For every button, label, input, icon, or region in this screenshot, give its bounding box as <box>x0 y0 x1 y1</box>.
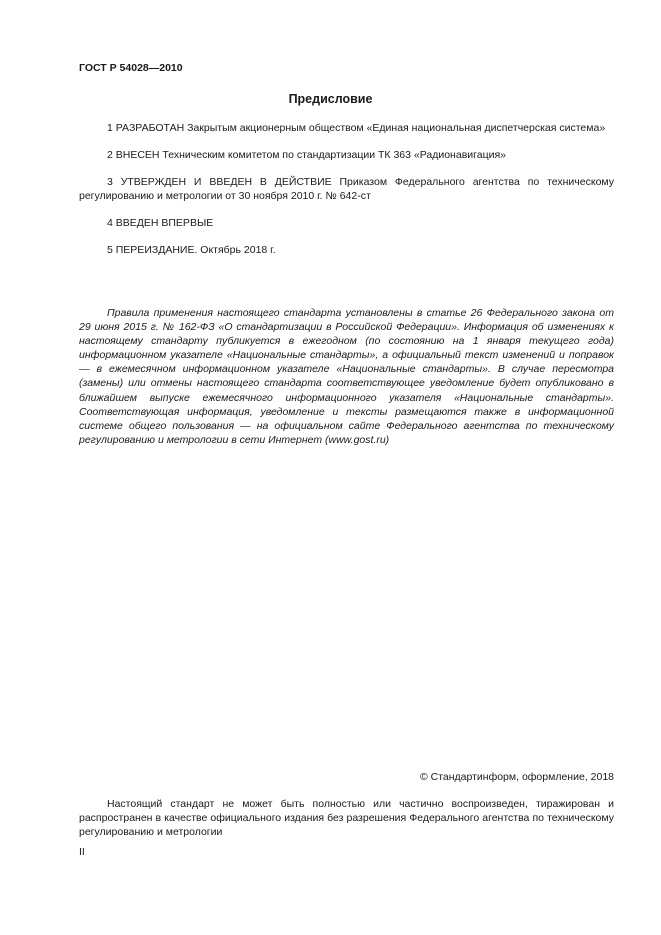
foreword-items <box>79 121 614 270</box>
foreword-item-2: 2 ВНЕСЕН Техническим комитетом по стандартизации ТК 363 «Радионавигация» <box>107 149 506 161</box>
foreword-item-3: 3 УТВЕРЖДЕН И ВВЕДЕН В ДЕЙСТВИЕ Приказом Федерального агентства по техническому регулированию и метрологии от 30 ноября 2010 г. № 642-ст <box>79 176 614 202</box>
copyright-line: © Стандартинформ, оформление, 2018 <box>419 771 614 783</box>
foreword-item-1: 1 РАЗРАБОТАН Закрытым акционерным обществом «Единая национальная диспетчерская система» <box>107 122 606 134</box>
document-id: ГОСТ Р 54028—2010 <box>79 62 183 74</box>
reproduction-notice: Настоящий стандарт не может быть полностью или частично воспроизведен, тиражирован и распространен в качестве официального издания без разрешения Федерального агентства по техническому регулированию и метрологии <box>79 798 614 839</box>
page-title: Предисловие <box>288 92 373 106</box>
foreword-item-4: 4 ВВЕДЕН ВПЕРВЫЕ <box>107 217 214 229</box>
page-number: II <box>79 846 85 858</box>
application-rules-note: Правила применения настоящего стандарта установлены в статье 26 Федерального закона от 29 июня 2015 г. № 162-ФЗ «О стандартизации в Российской Федерации». Информация об изменениях к настоящему стандарту публикуется в ежегодном (по состоянию на 1 января текущего года) информационном указателе «Национальные стандарты», а официальный текст изменений и поправок — в ежемесячном информационном указателе «Национальные стандарты». В случае пересмотра (замены) или отмены настоящего стандарта соответствующее уведомление будет опубликовано в ближайшем выпуске ежемесячного информационного указателя «Национальные стандарты». Соответствующая информация, уведомление и тексты размещаются также в информационной системе общего пользования — на официальном сайте Федерального агентства по техническому регулированию и метрологии в сети Интернет (www.gost.ru) <box>79 307 614 446</box>
foreword-item-5: 5 ПЕРЕИЗДАНИЕ. Октябрь 2018 г. <box>107 244 276 256</box>
